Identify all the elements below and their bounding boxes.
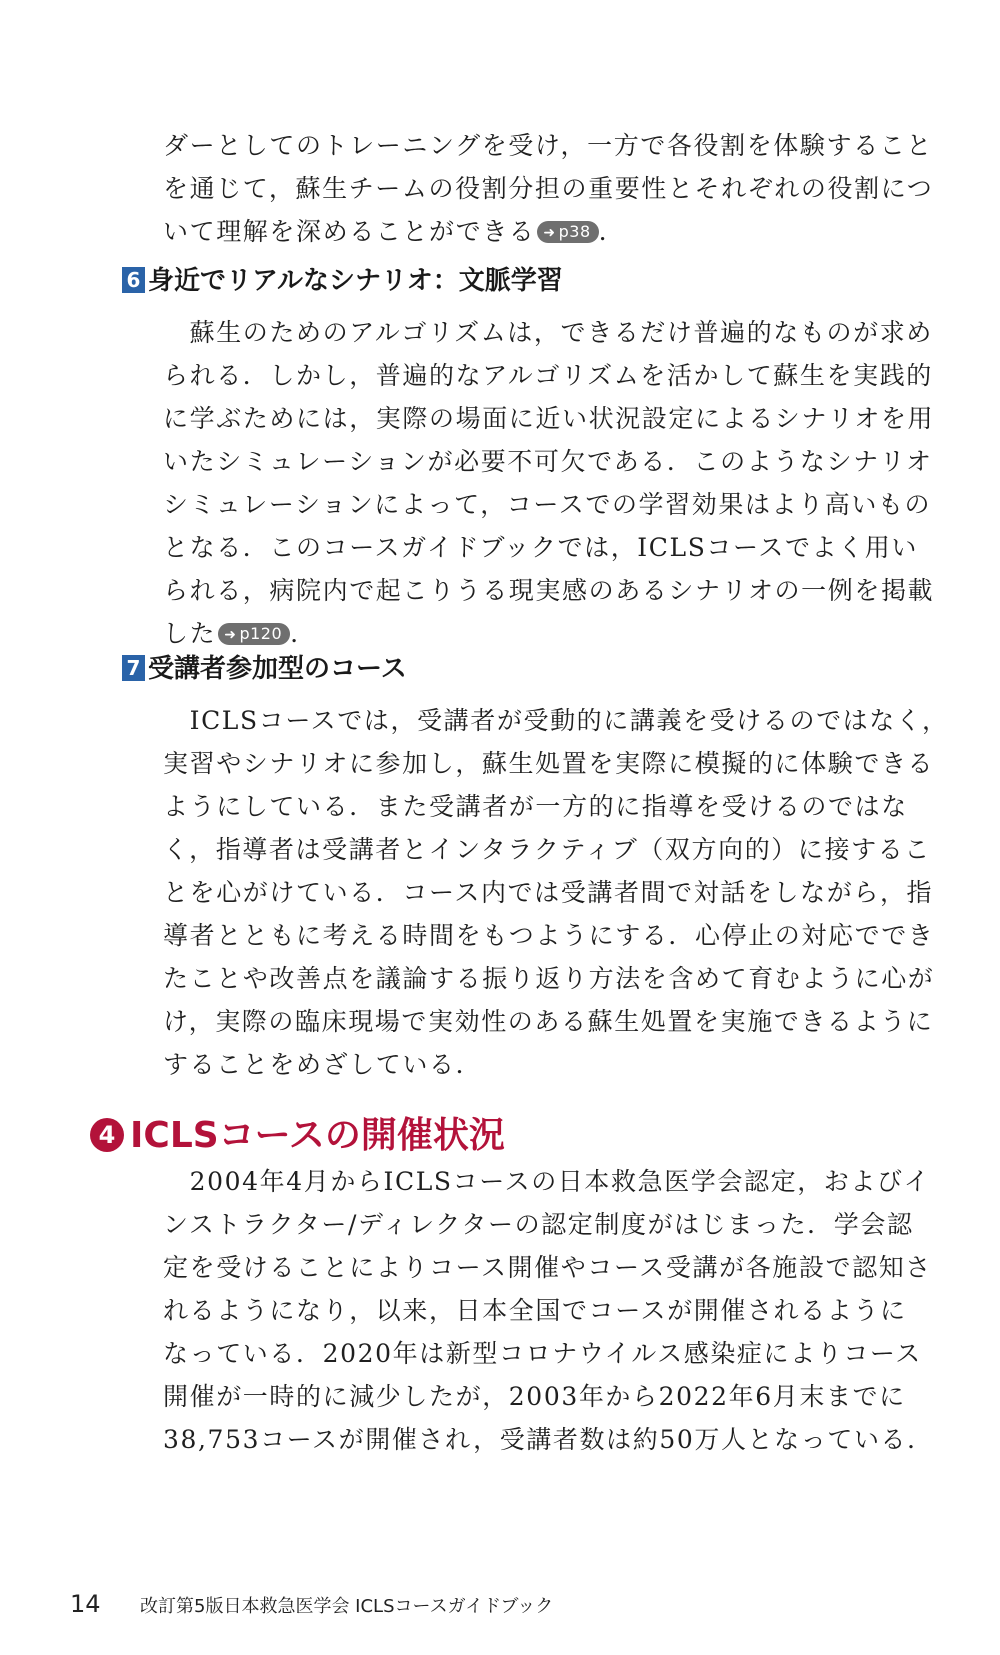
page-footer [70,1590,553,1618]
text-line: となる．このコースガイドブックでは，ICLSコースでよく用い [163,533,918,562]
text-line: られる．しかし，普遍的なアルゴリズムを活かして蘇生を実践的 [163,361,933,390]
arrow-right-icon: ➜ [224,627,237,643]
text-line: に学ぶためには，実際の場面に近い状況設定によるシナリオを用 [163,404,935,433]
text-line: ICLSコースでは，受講者が受動的に講義を受けるのではなく， [163,706,949,735]
text-line: たことや改善点を議論する振り返り方法を含めて育むように心が [163,964,935,993]
text-line [163,612,903,655]
page-number: 14 [70,1590,101,1618]
section-number-badge: 4 [90,1118,124,1152]
arrow-right-icon: ➜ [543,225,556,241]
subheading-6 [122,264,563,298]
text-line: シミュレーションによって，コースでの学習効果はより高いもの [163,490,932,519]
section-heading-4 [90,1112,505,1160]
paragraph-contextual-learning [163,311,935,655]
text-line: なっている．2020年は新型コロナウイルス感染症によりコース [163,1339,922,1368]
text-line: られる，病院内で起こりうる現実感のあるシナリオの一例を掲載 [163,576,935,605]
text-line: 蘇生のためのアルゴリズムは，できるだけ普遍的なものが求め [163,318,933,347]
text-line: 導者とともに考える時間をもつようにする．心停止の対応ででき [163,921,935,950]
text-line: れるようになり，以来，日本全国でコースが開催されるように [163,1296,907,1325]
text-line: ようにしている．また受講者が一方的に指導を受けるのではな [163,792,908,821]
text-line: く，指導者は受講者とインタラクティブ（双方向的）に接するこ [163,835,931,864]
page-reference-badge[interactable] [537,221,598,243]
subheading-number-box: 7 [122,655,145,681]
paragraph-role-training [163,124,934,253]
subheading-title: 受講者参加型のコース [148,654,407,684]
text-line: とを心がけている．コース内では受講者間で対話をしながら，指 [163,878,934,907]
text-line: ンストラクター/ディレクターの認定制度がはじまった．学会認 [163,1210,914,1239]
text-line: 38,753コースが開催され，受講者数は約50万人となっている． [163,1425,934,1454]
paragraph-participatory-course [163,699,949,1086]
text-line: 実習やシナリオに参加し，蘇生処置を実際に模擬的に体験できる [163,749,935,778]
subheading-number-box: 6 [122,267,145,293]
text-line: を通じて，蘇生チームの役割分担の重要性とそれぞれの役割につ [163,174,934,203]
text-line [163,210,903,253]
paragraph-course-status [163,1160,934,1461]
page-reference-badge[interactable] [218,623,290,645]
page-reference-label: p120 [239,624,283,643]
text-line: 2004年4月からICLSコースの日本救急医学会認定，およびイ [163,1167,931,1196]
text-line: ダーとしてのトレーニングを受け，一方で各役割を体験すること [163,131,933,160]
subheading-title: 身近でリアルなシナリオ：文脈学習 [148,266,563,296]
text-line: 開催が一時的に減少したが，2003年から2022年6月末までに [163,1382,906,1411]
text-fragment: いて理解を深めることができる [163,217,536,246]
text-line: することをめざしている． [163,1050,483,1079]
page-reference-label: p38 [558,222,591,241]
section-title: ICLSコースの開催状況 [130,1115,505,1156]
text-line: け，実際の臨床現場で実効性のある蘇生処置を実施できるように [163,1007,934,1036]
subheading-7 [122,652,407,686]
text-line: 定を受けることによりコース開催やコース受講が各施設で認知さ [163,1253,932,1282]
book-title: 改訂第5版日本救急医学会 ICLSコースガイドブック [140,1596,554,1617]
text-line: いたシミュレーションが必要不可欠である．このようなシナリオ [163,447,933,476]
sentence-end: . [290,619,300,648]
text-fragment: した [163,619,217,648]
sentence-end: . [598,217,609,246]
